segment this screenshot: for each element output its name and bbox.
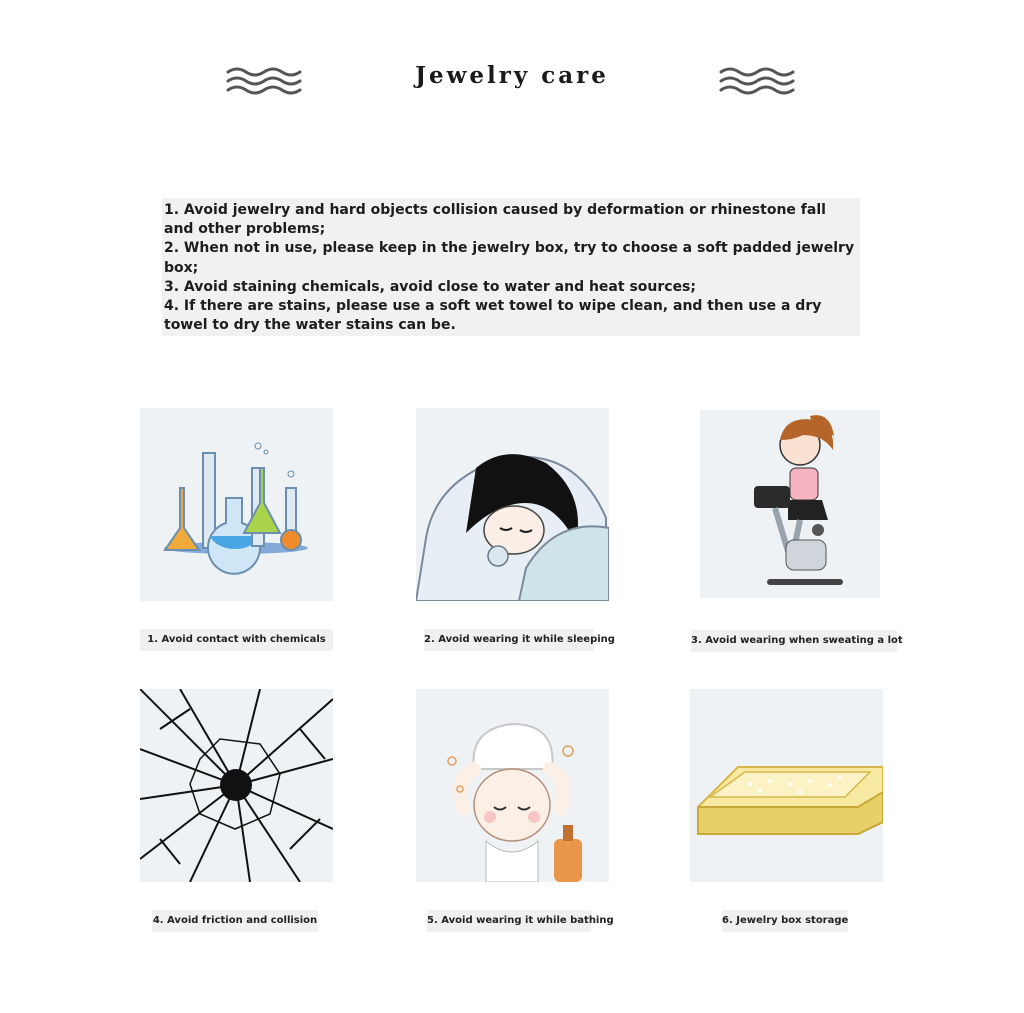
- cracked-glass-icon: [140, 689, 333, 882]
- bathing-icon: [416, 689, 609, 882]
- tip-card-storage: [690, 689, 883, 882]
- wave-decoration-right-icon: [717, 64, 797, 96]
- tip-caption-4: 4. Avoid friction and collision: [152, 910, 318, 932]
- care-rule-3: 3. Avoid staining chemicals, avoid close to water and heat sources;: [164, 278, 696, 295]
- tip-card-sleeping: [416, 408, 609, 601]
- tip-caption-6: 6. Jewelry box storage: [722, 910, 848, 932]
- exercise-bike-icon: [700, 410, 880, 598]
- tip-card-collision: [140, 689, 333, 882]
- chemicals-icon: [140, 408, 333, 601]
- tip-caption-1: 1. Avoid contact with chemicals: [140, 629, 333, 651]
- folded-towel-icon: [690, 689, 883, 882]
- sleeping-icon: [416, 408, 609, 601]
- care-rule-2: 2. When not in use, please keep in the jewelry box, try to choose a soft padded jewelry box;: [164, 240, 855, 276]
- page-title: Jewelry care: [415, 62, 609, 89]
- care-instructions: [162, 198, 860, 336]
- tip-card-chemicals: [140, 408, 333, 601]
- tip-caption-2: 2. Avoid wearing it while sleeping: [424, 629, 594, 651]
- tip-caption-3: 3. Avoid wearing when sweating a lot: [691, 630, 897, 652]
- tip-card-sweating: [700, 410, 880, 598]
- tip-caption-5: 5. Avoid wearing it while bathing: [427, 910, 591, 932]
- tip-card-bathing: [416, 689, 609, 882]
- care-rule-4: 4. If there are stains, please use a soft wet towel to wipe clean, and then use a dry towel to dry the water stains can be.: [164, 298, 822, 334]
- care-rule-1: 1. Avoid jewelry and hard objects collision caused by deformation or rhinestone fall and other problems;: [164, 202, 826, 238]
